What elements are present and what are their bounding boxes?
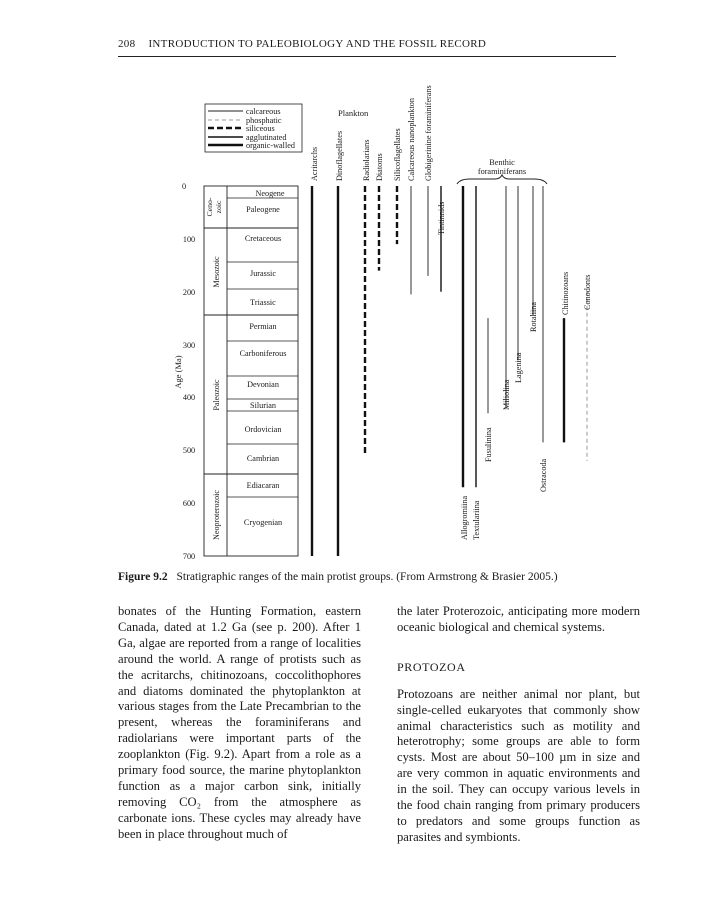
legend-label: calcareous xyxy=(246,107,281,116)
axis-tick-label: 0 xyxy=(181,182,187,191)
period-label: Cambrian xyxy=(246,454,280,463)
benthic-label-line2: foraminiferans xyxy=(477,167,527,176)
benthic-bracket xyxy=(457,175,547,184)
taxon-label: Radiolarians xyxy=(362,139,371,181)
range-lines xyxy=(312,186,587,556)
running-title: INTRODUCTION TO PALEOBIOLOGY AND THE FOSSIL RECORD xyxy=(148,38,487,50)
page-number: 208 xyxy=(118,38,136,50)
period-label: Devonian xyxy=(247,380,279,389)
taxon-label: Silicoflagellates xyxy=(393,128,402,181)
era-label: Ceno- xyxy=(205,197,214,217)
taxon-label: Rotaliina xyxy=(529,301,538,332)
era-label: Mesozoic xyxy=(212,256,221,288)
taxon-label: Diatoms xyxy=(375,153,384,181)
taxon-label: Lagenina xyxy=(514,352,523,383)
benthic-label-line1: Benthic xyxy=(489,158,515,167)
period-label: Neogene xyxy=(255,189,285,198)
taxon-label: Miliolina xyxy=(502,379,511,410)
taxon-labels xyxy=(310,85,592,540)
text-column-right xyxy=(397,604,640,846)
axis-tick-label: 600 xyxy=(182,499,196,508)
taxon-label: Ostracoda xyxy=(539,458,548,492)
axis-tick-label: 400 xyxy=(182,393,196,402)
axis-title: Age (Ma) xyxy=(173,355,183,389)
period-label: Permian xyxy=(249,322,277,331)
age-axis xyxy=(173,182,195,561)
period-label: Carboniferous xyxy=(239,349,287,358)
figure-caption-text: Stratigraphic ranges of the main protist groups. (From Armstrong & Brasier 2005.) xyxy=(176,571,558,583)
taxon-label: Calcareous nanoplankton xyxy=(407,98,416,181)
taxon-label: Allogromiina xyxy=(460,495,469,540)
taxon-label: Textulariina xyxy=(472,500,481,540)
era-label: Paleozoic xyxy=(212,379,221,411)
period-label: Jurassic xyxy=(250,269,276,278)
taxon-label: Conodonts xyxy=(583,274,592,310)
figure-caption-label: Figure 9.2 xyxy=(118,571,168,583)
taxon-label: Chitinozoans xyxy=(561,271,570,315)
taxon-label: Globigerinine foraminiferans xyxy=(424,85,433,181)
plankton-label: Plankton xyxy=(338,108,369,118)
taxon-label: Acritarchs xyxy=(310,146,319,181)
axis-tick-label: 200 xyxy=(182,288,196,297)
legend-label: phosphatic xyxy=(246,116,282,125)
period-label: Cryogenian xyxy=(243,518,283,527)
body-paragraph: the later Proterozoic, anticipating more modern oceanic biological and chemical systems. xyxy=(397,604,640,634)
figure-caption xyxy=(118,571,616,583)
period-label: Ordovician xyxy=(244,425,282,434)
period-label: Paleogene xyxy=(246,205,280,214)
axis-tick-label: 500 xyxy=(182,446,196,455)
legend-label: agglutinated xyxy=(246,133,287,142)
text-column-left xyxy=(118,604,361,843)
section-heading: PROTOZOA xyxy=(397,659,466,674)
axis-tick-label: 700 xyxy=(182,552,196,561)
period-label: Triassic xyxy=(250,298,276,307)
period-label: Silurian xyxy=(250,401,276,410)
era-label: Neoproterozoic xyxy=(212,490,221,540)
era-label: zoic xyxy=(214,200,223,214)
legend-label: organic-walled xyxy=(246,141,295,150)
body-paragraph: Protozoans are neither animal nor plant, but single-celled eukaryotes that commonly show animal characteristics such as motility and heterotrophy; some groups are able to form cysts. Most are about 50–100 µm in size and are very common in aquatic environments and in the soil. They can occupy various levels in the food chain ranging from primary producers to predators and some groups function as parasites and symbionts. xyxy=(397,686,640,844)
axis-tick-label: 100 xyxy=(182,235,196,244)
body-paragraph: bonates of the Hunting Formation, eastern Canada, dated at 1.2 Ga (see p. 200). After 1 Ga, algae are reported from a range of localities around the world. A range of protists such as the acritarchs, chitinozoans, coccolithophores and diatoms dominated the phytoplankton at various stages from the Late Precambrian to the present, whereas the foraminiferans and radiolarians were important parts of the zooplankton (Fig. 9.2). Apart from a role as a primary food source, the marine phytoplankton function as a major carbon sink, initially removing CO₂ from the atmosphere as carbonate ions. These cycles may already have been in place throughout much of xyxy=(118,604,361,841)
taxon-label: Tintinnids xyxy=(437,201,446,235)
period-label: Ediacaran xyxy=(246,481,280,490)
axis-tick-label: 300 xyxy=(182,341,196,350)
geologic-timescale xyxy=(204,186,298,556)
legend-label: siliceous xyxy=(246,124,275,133)
period-label: Cretaceous xyxy=(244,234,282,243)
legend xyxy=(205,104,302,152)
taxon-label: Dinoflagellates xyxy=(335,130,344,181)
taxon-label: Fusulinina xyxy=(484,427,493,462)
